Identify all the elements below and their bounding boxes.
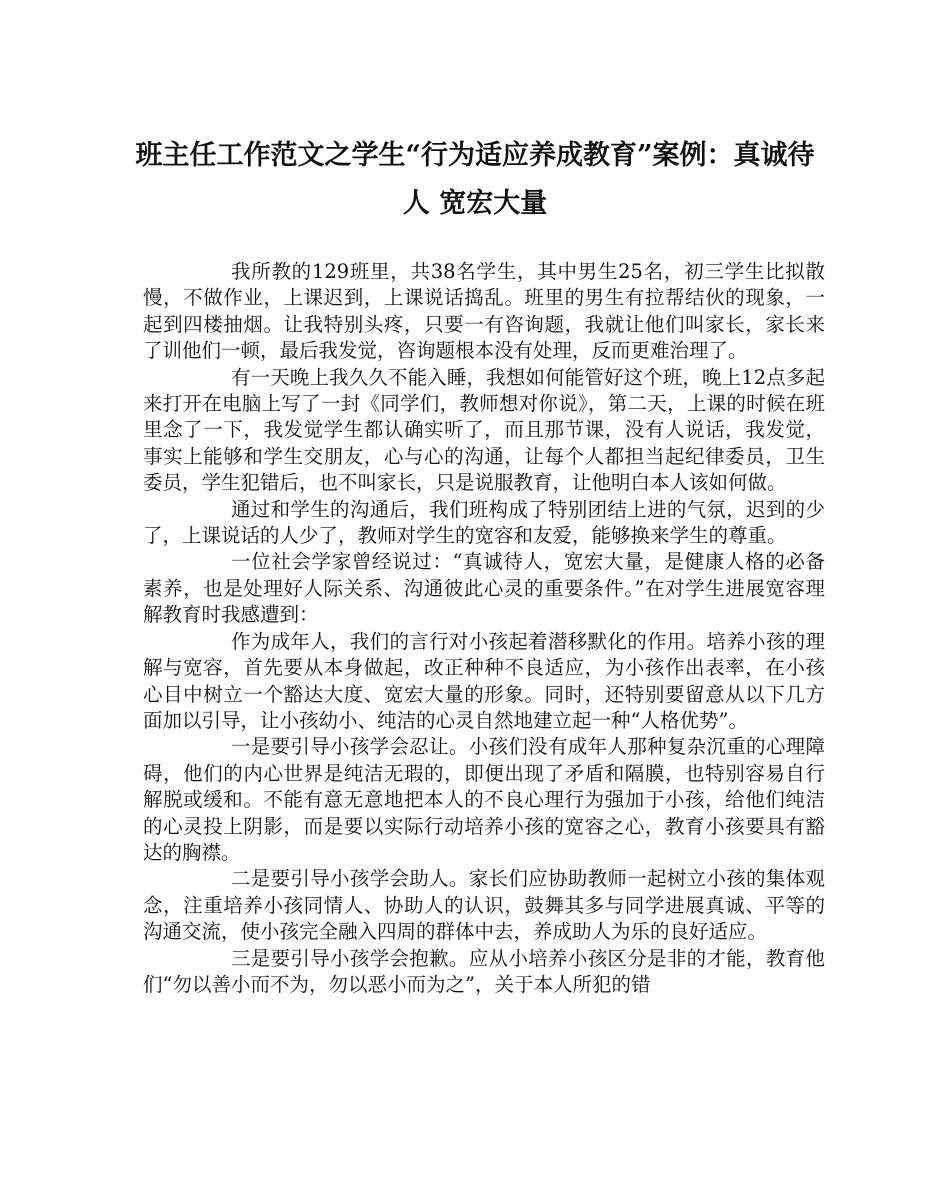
body-paragraph: 有一天晚上我久久不能入睡，我想如何能管好这个班，晚上12点多起来打开在电脑上写了一封《同学们，教师想对你说》，第二天，上课的时候在班里念了一下，我发觉学生都认确实听了，而且那节课，没有人说话，我发觉，事实上能够和学生交朋友，心与心的沟通，让每个人都担当起纪律委员，卫生委员，学生犯错后，也不叫家长，只是说服教育，让他明白本人该如何做。 bbox=[143, 365, 825, 495]
body-paragraph: 二是要引导小孩学会助人。家长们应协助教师一起树立小孩的集体观念，注重培养小孩同情人、协助人的认识，鼓舞其多与同学进展真诚、平等的沟通交流，使小孩完全融入四周的群体中去，养成助人为乐的良好适应。 bbox=[143, 867, 825, 944]
document-body bbox=[143, 259, 825, 998]
body-paragraph: 一是要引导小孩学会忍让。小孩们没有成年人那种复杂沉重的心理障碍，他们的内心世界是纯洁无瑕的，即便出现了矛盾和隔膜，也特别容易自行解脱或缓和。不能有意无意地把本人的不良心理行为强加于小孩，给他们纯洁的心灵投上阴影，而是要以实际行动培养小孩的宽容之心，教育小孩要具有豁达的胸襟。 bbox=[143, 735, 825, 864]
document-title: 班主任工作范文之学生“行为适应养成教育”案例：真诚待人 宽宏大量 bbox=[135, 140, 815, 219]
body-paragraph: 作为成年人，我们的言行对小孩起着潜移默化的作用。培养小孩的理解与宽容，首先要从本身做起，改正种种不良适应，为小孩作出表率，在小孩心目中树立一个豁达大度、宽宏大量的形象。同时，还特别要留意从以下几方面加以引导，让小孩幼小、纯洁的心灵自然地建立起一种“人格优势”。 bbox=[143, 629, 825, 732]
body-paragraph: 我所教的129班里，共38名学生，其中男生25名，初三学生比拟散慢，不做作业，上课迟到，上课说话捣乱。班里的男生有拉帮结伙的现象，一起到四楼抽烟。让我特别头疼，只要一有咨询题，我就让他们叫家长，家长来了训他们一顿，最后我发觉，咨询题根本没有处理，反而更难治理了。 bbox=[143, 260, 825, 363]
body-paragraph: 通过和学生的沟通后，我们班构成了特别团结上进的气氛，迟到的少了，上课说话的人少了，教师对学生的宽容和友爱，能够换来学生的尊重。 bbox=[143, 497, 825, 548]
body-paragraph: 一位社会学家曾经说过：“真诚待人，宽宏大量，是健康人格的必备素养，也是处理好人际关系、沟通彼此心灵的重要条件。”在对学生进展宽容理解教育时我感遭到： bbox=[143, 550, 825, 627]
body-paragraph: 三是要引导小孩学会抱歉。应从小培养小孩区分是非的才能，教育他们“勿以善小而不为，勿以恶小而为之”，关于本人所犯的错 bbox=[143, 946, 825, 996]
